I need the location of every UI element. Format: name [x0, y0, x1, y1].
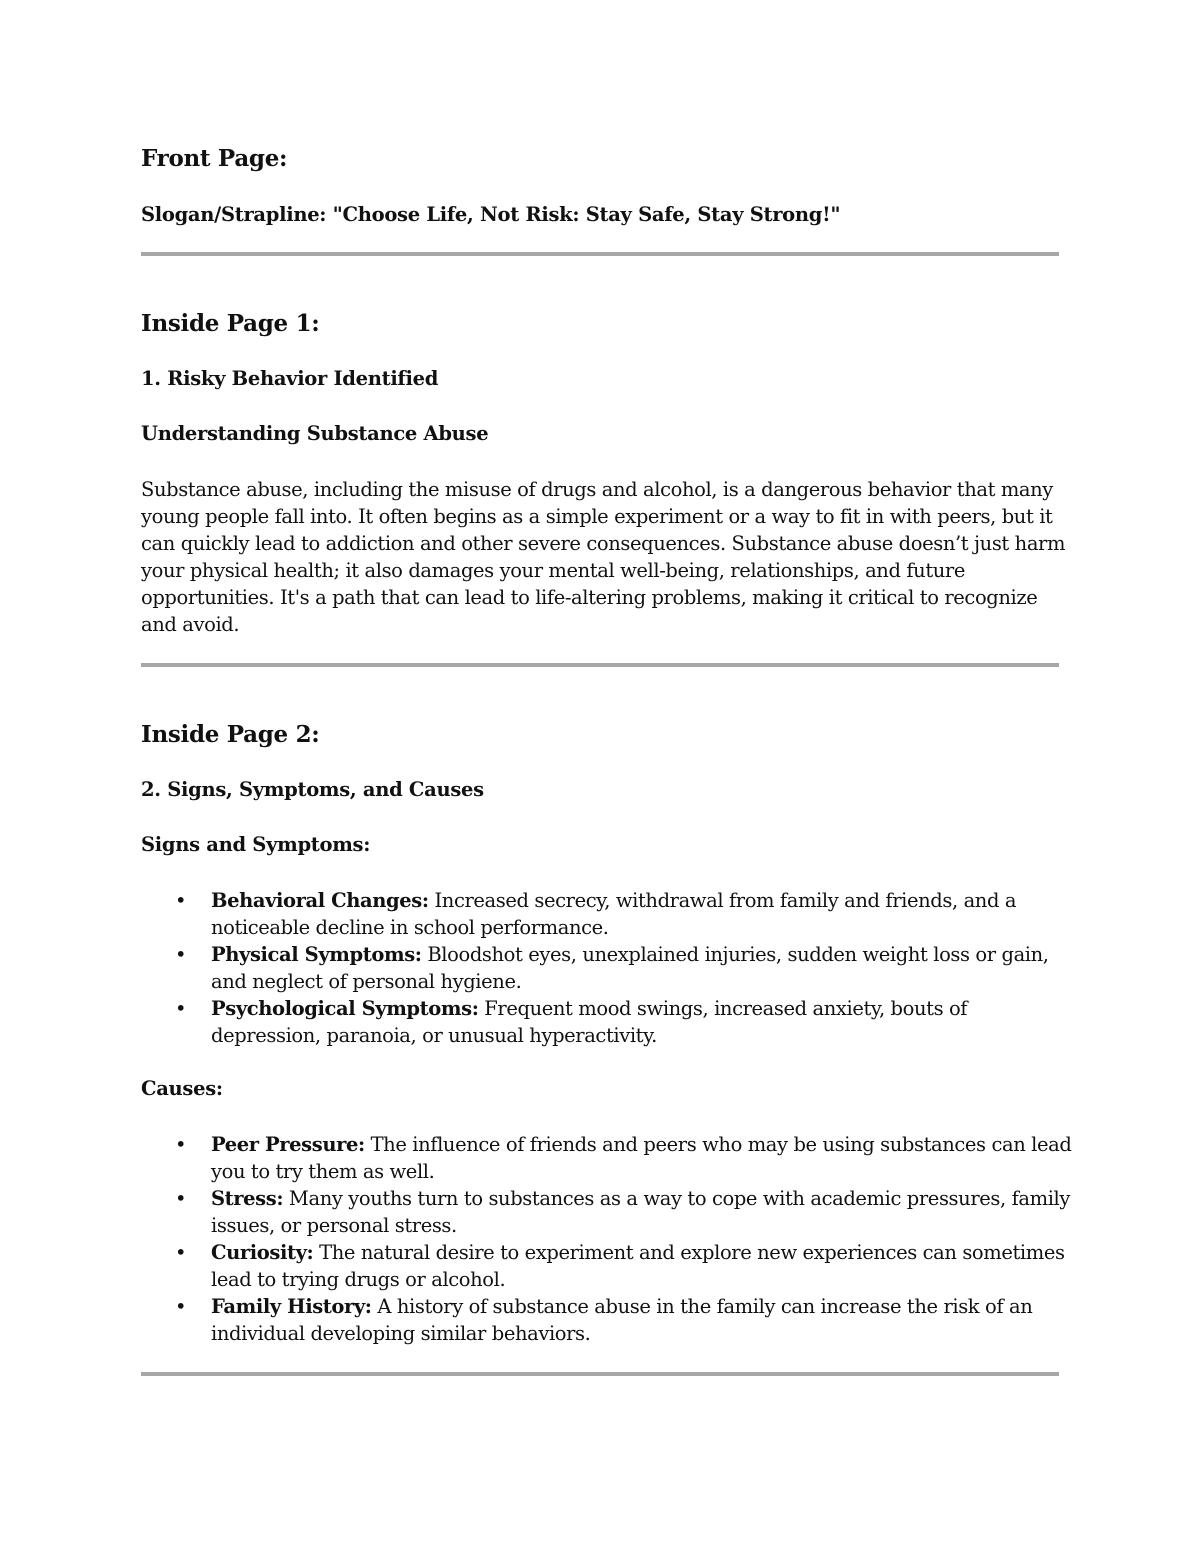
- item-text-continued: lead to trying drugs or alcohol.: [211, 1268, 506, 1291]
- item-text-continued: depression, paranoia, or unusual hyperactivity.: [211, 1024, 657, 1047]
- list-item: [141, 1185, 1071, 1239]
- causes-list: [141, 1131, 1072, 1347]
- bullet-icon: •: [175, 943, 187, 966]
- substance-abuse-subtitle: Understanding Substance Abuse: [141, 422, 489, 445]
- item-label: Behavioral Changes:: [211, 889, 429, 912]
- list-item: [141, 1239, 1065, 1293]
- item-text: The natural desire to experiment and explore new experiences can sometimes: [313, 1241, 1065, 1264]
- divider-2: [141, 663, 1059, 667]
- causes-subtitle: Causes:: [141, 1077, 223, 1100]
- item-text: Many youths turn to substances as a way to cope with academic pressures, family: [283, 1187, 1071, 1210]
- paragraph-line: opportunities. It's a path that can lead to life-altering problems, making it critical to recognize: [141, 586, 1038, 609]
- item-label: Curiosity:: [211, 1241, 314, 1264]
- bullet-icon: •: [175, 997, 187, 1020]
- item-label: Physical Symptoms:: [211, 943, 422, 966]
- item-text: Frequent mood swings, increased anxiety, bouts of: [478, 997, 968, 1020]
- paragraph-line: Substance abuse, including the misuse of drugs and alcohol, is a dangerous behavior that many: [141, 478, 1053, 501]
- item-label: Peer Pressure:: [211, 1133, 365, 1156]
- item-text-continued: issues, or personal stress.: [211, 1214, 457, 1237]
- inside-page-1-heading: Inside Page 1:: [141, 310, 320, 337]
- signs-symptoms-causes-title: 2. Signs, Symptoms, and Causes: [141, 778, 484, 801]
- paragraph-line: young people fall into. It often begins as a simple experiment or a way to fit in with peers, but it: [141, 505, 1053, 528]
- list-item: [141, 887, 1059, 941]
- paragraph-line: can quickly lead to addiction and other severe consequences. Substance abuse doesn’t just harm: [141, 532, 1066, 555]
- slogan-line: Slogan/Strapline: "Choose Life, Not Risk: Stay Safe, Stay Strong!": [141, 203, 841, 226]
- inside-page-2-heading: Inside Page 2:: [141, 721, 320, 748]
- item-text: A history of substance abuse in the family can increase the risk of an: [371, 1295, 1033, 1318]
- list-item: [141, 1293, 1059, 1347]
- risky-behavior-title: 1. Risky Behavior Identified: [141, 367, 439, 390]
- paragraph-line: your physical health; it also damages your mental well-being, relationships, and future: [141, 559, 965, 582]
- bullet-icon: •: [175, 889, 187, 912]
- list-item: [141, 941, 1059, 995]
- bullet-icon: •: [175, 1133, 187, 1156]
- bullet-icon: •: [175, 1187, 187, 1210]
- item-label: Psychological Symptoms:: [211, 997, 479, 1020]
- item-label: Stress:: [211, 1187, 284, 1210]
- substance-abuse-paragraph: [141, 476, 1066, 638]
- paragraph-line: and avoid.: [141, 613, 240, 636]
- item-text-continued: noticeable decline in school performance.: [211, 916, 609, 939]
- front-page-heading: Front Page:: [141, 145, 288, 172]
- item-text: The influence of friends and peers who may be using substances can lead: [364, 1133, 1072, 1156]
- item-text: Increased secrecy, withdrawal from family and friends, and a: [428, 889, 1017, 912]
- item-text-continued: individual developing similar behaviors.: [211, 1322, 591, 1345]
- divider-3: [141, 1372, 1059, 1376]
- signs-symptoms-subtitle: Signs and Symptoms:: [141, 833, 371, 856]
- item-label: Family History:: [211, 1295, 372, 1318]
- divider-1: [141, 252, 1059, 256]
- item-text: Bloodshot eyes, unexplained injuries, sudden weight loss or gain,: [421, 943, 1049, 966]
- list-item: [141, 995, 1059, 1049]
- item-text-continued: and neglect of personal hygiene.: [211, 970, 522, 993]
- bullet-icon: •: [175, 1295, 187, 1318]
- list-item: [141, 1131, 1072, 1185]
- bullet-icon: •: [175, 1241, 187, 1264]
- item-text-continued: you to try them as well.: [211, 1160, 435, 1183]
- signs-list: [141, 887, 1059, 1049]
